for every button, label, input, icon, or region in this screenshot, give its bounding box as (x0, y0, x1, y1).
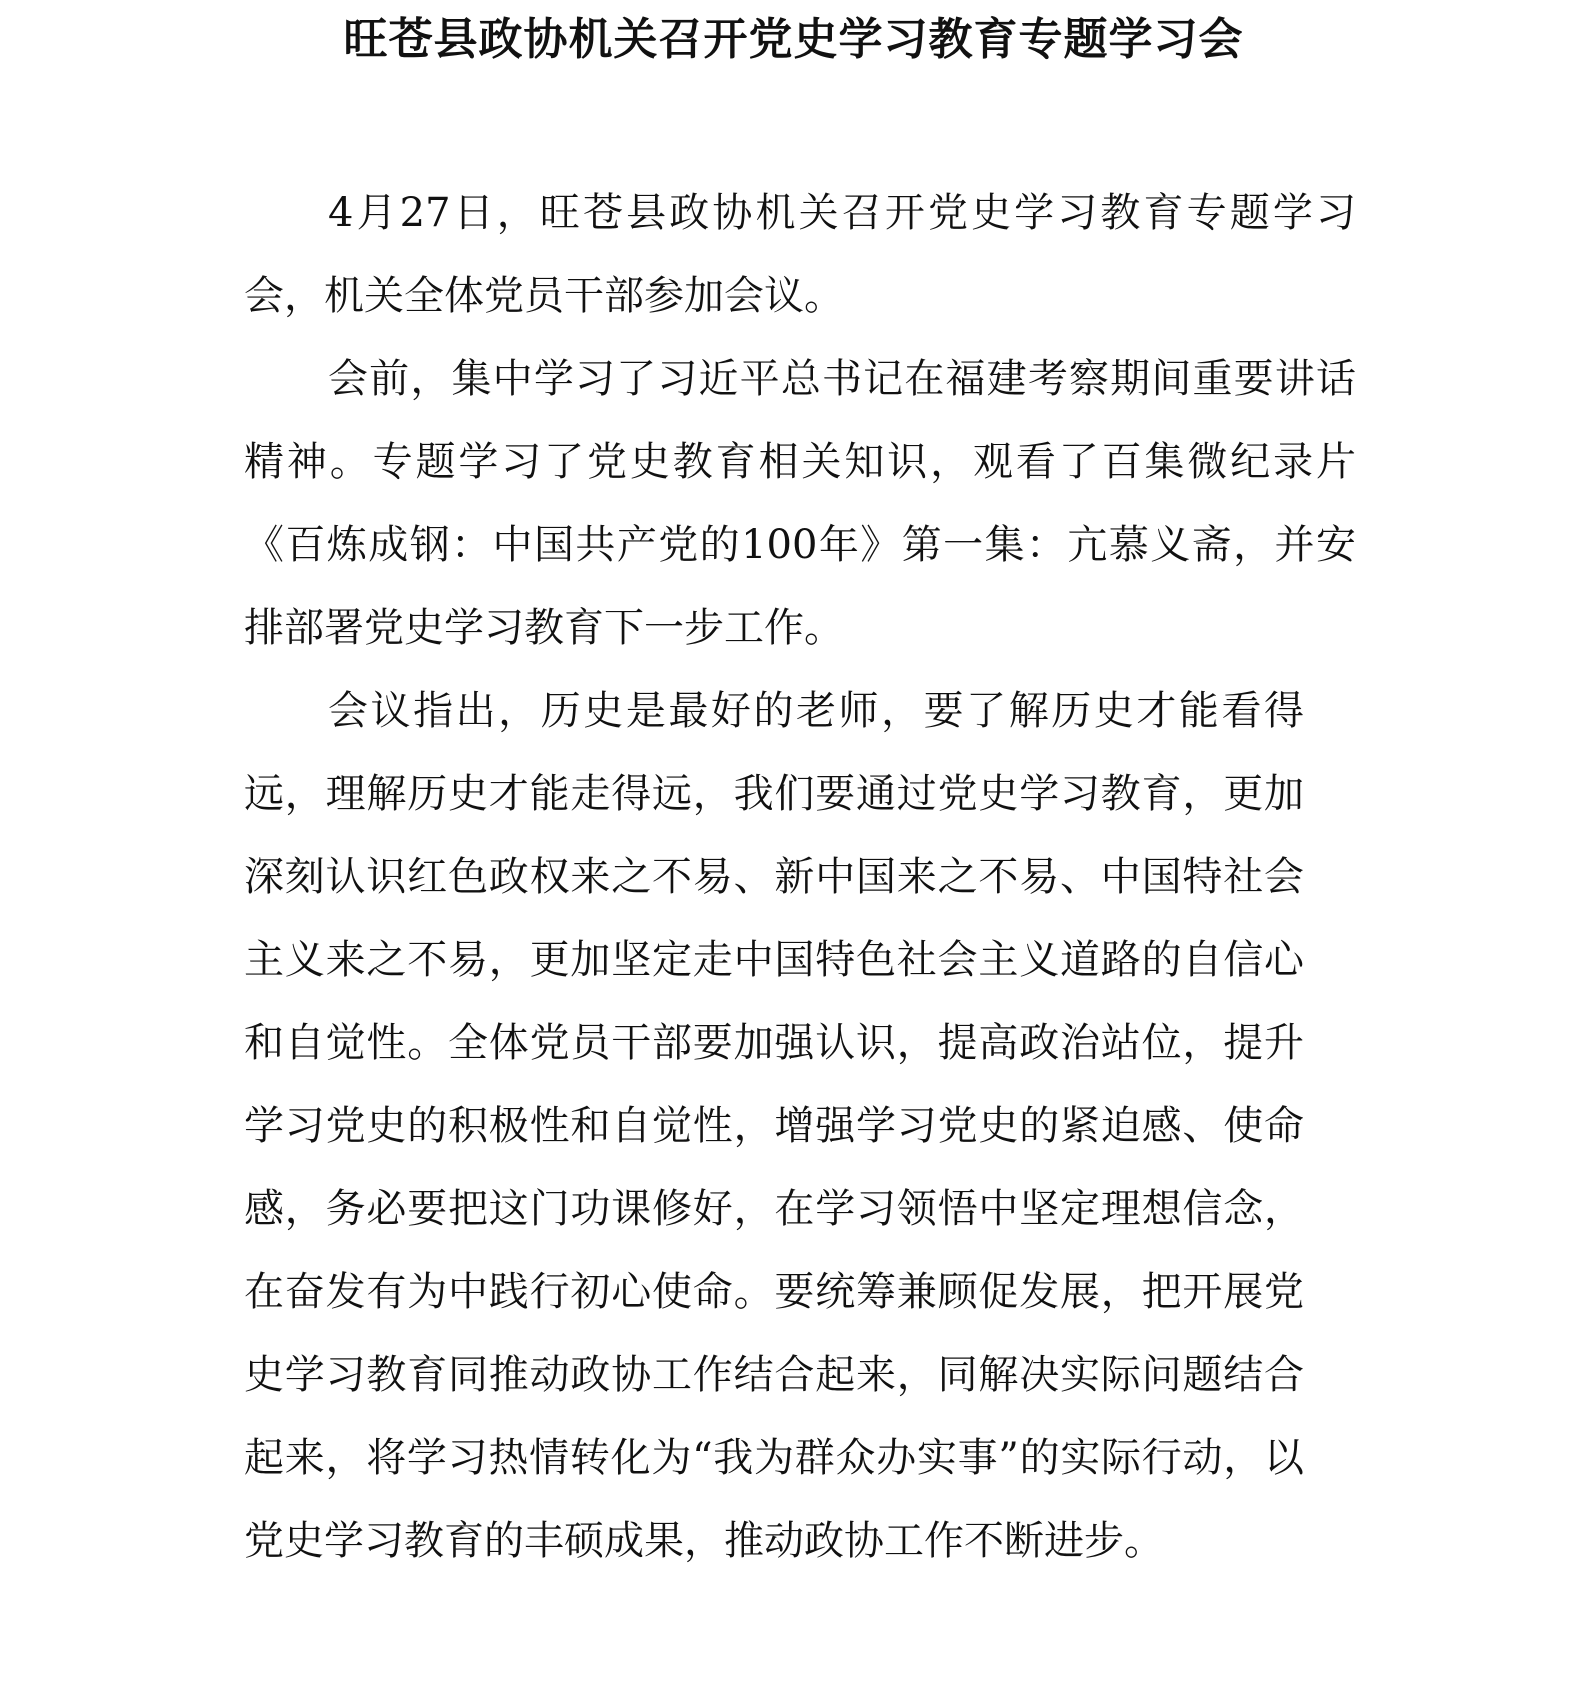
paragraph-3: 会议指出，历史是最好的老师，要了解历史才能看得远，理解历史才能走得远，我们要通过党史学习教育，更加深刻认识红色政权来之不易、新中国来之不易、中国特社会主义来之不易，更加坚定走中国特色社会主义道路的自信心和自觉性。全体党员干部要加强认识，提高政治站位，提升学习党史的积极性和自觉性，增强学习党史的紧迫感、使命感，务必要把这门功课修好，在学习领悟中坚定理想信念，在奋发有为中践行初心使命。要统筹兼顾促发展，把开展党史学习教育同推动政协工作结合起来，同解决实际问题结合起来，将学习热情转化为“我为群众办实事”的实际行动，以党史学习教育的丰硕成果，推动政协工作不断进步。 (244, 688, 1304, 1564)
paragraph-2: 会前，集中学习了习近平总书记在福建考察期间重要讲话精神。专题学习了党史教育相关知识，观看了百集微纪录片《百炼成钢：中国共产党的100年》第一集：亢慕义斋，并安排部署党史学习教育下一步工作。 (244, 356, 1356, 651)
document-title: 旺苍县政协机关召开党史学习教育专题学习会 (343, 14, 1244, 65)
document-body (244, 172, 1356, 1583)
paragraph-1: 4月27日，旺苍县政协机关召开党史学习教育专题学习会，机关全体党员干部参加会议。 (244, 190, 1356, 319)
